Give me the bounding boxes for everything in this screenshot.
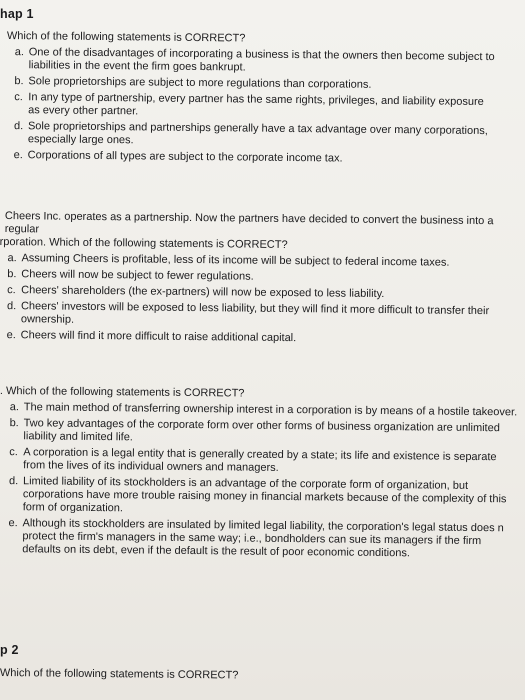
answer-option (0, 401, 522, 419)
option-text: In any type of partnership, every partner has the same rights, privileges, and liability exposure as every other partner. (28, 91, 484, 118)
question-stem: Cheers Inc. operates as a partnership. Now the partners have decided to convert the business into a regular (4, 210, 494, 236)
option-letter: e. (6, 329, 16, 342)
question-4 (0, 667, 520, 688)
option-text: Cheers will now be subject to fewer regulations. (21, 268, 254, 283)
option-text: Although its stockholders are insulated by limited legal liability, the corporation's legal status does n protect the firm's managers in the same way; i.e., bondholders can sue its managers if the firm defaults on its debt, even if the default is the result of poor economic conditions. (22, 517, 504, 560)
option-text: Cheers' shareholders (the ex-partners) will now be exposed to less liability. (21, 284, 385, 301)
option-letter: a. (14, 46, 25, 59)
option-text: Cheers will find it more difficult to raise additional capital. (20, 329, 297, 345)
option-letter: c. (14, 91, 23, 104)
answer-option (0, 446, 521, 477)
option-letter: b. (7, 268, 17, 281)
answer-option (6, 120, 496, 151)
question-2 (0, 210, 520, 350)
option-letter: e. (8, 517, 18, 530)
chapter-2-heading: p 2 (0, 643, 19, 657)
option-text: Cheers' investors will be exposed to less liability, but they will find it more difficult to transfer their ownership. (20, 300, 490, 326)
option-letter: b. (9, 417, 19, 430)
option-letter: c. (7, 284, 16, 297)
option-letter: d. (6, 300, 17, 313)
option-text: Corporations of all types are subject to the corporate income tax. (27, 149, 343, 165)
option-text: Sole proprietorships are subject to more regulations than corporations. (28, 75, 372, 91)
option-text: Two key advantages of the corporate form over other forms of business organization are unlimited liability and limited life. (23, 417, 500, 444)
option-text: Assuming Cheers is profitable, less of its income will be subject to federal income taxes. (21, 252, 450, 269)
option-text: Sole proprietorships and partnerships generally have a tax advantage over many corporations, especially large ones. (27, 120, 488, 147)
answer-option (0, 517, 521, 561)
answer-option (0, 329, 519, 347)
option-text: A corporation is a legal entity that is generally created by a state; its life and existence is separate from the lives of its individual owners and managers. (23, 446, 497, 474)
option-letter: a. (9, 401, 20, 414)
option-letter: d. (8, 475, 19, 488)
answer-option (6, 149, 496, 167)
question-1 (6, 30, 497, 170)
answer-option (6, 91, 496, 122)
answer-option (7, 46, 497, 77)
question-3 (0, 385, 522, 564)
chapter-1-heading: hap 1 (0, 7, 34, 21)
option-letter: d. (13, 120, 24, 133)
option-letter: c. (9, 446, 18, 459)
answer-option (0, 475, 521, 519)
option-text: Limited liability of its stockholders is an advantage of the corporate form of organization, but corporations have more trouble raising money in financial markets because of the complexity of this form of organization. (22, 475, 507, 515)
question-stem-continued: rporation. Which of the following statements is CORRECT? (0, 235, 288, 252)
question-stem: Which of the following statements is CORRECT? (6, 30, 246, 45)
option-text: The main method of transferring ownership interest in a corporation is by means of a hostile takeover. (23, 401, 518, 419)
option-letter: e. (13, 149, 23, 162)
option-letter: b. (14, 75, 24, 88)
option-letter: a. (7, 252, 17, 265)
answer-option (0, 417, 522, 448)
question-stem: . Which of the following statements is CORRECT? (0, 385, 245, 400)
answer-option (0, 252, 520, 270)
answer-option (0, 284, 519, 302)
answer-option (0, 268, 519, 286)
answer-option (6, 75, 496, 93)
answer-option (0, 300, 519, 331)
question-stem: Which of the following statements is CORRECT? (0, 667, 239, 682)
option-text: One of the disadvantages of incorporating a business is that the owners then become subject to liabilities in the event the firm goes bankrupt. (28, 46, 495, 74)
